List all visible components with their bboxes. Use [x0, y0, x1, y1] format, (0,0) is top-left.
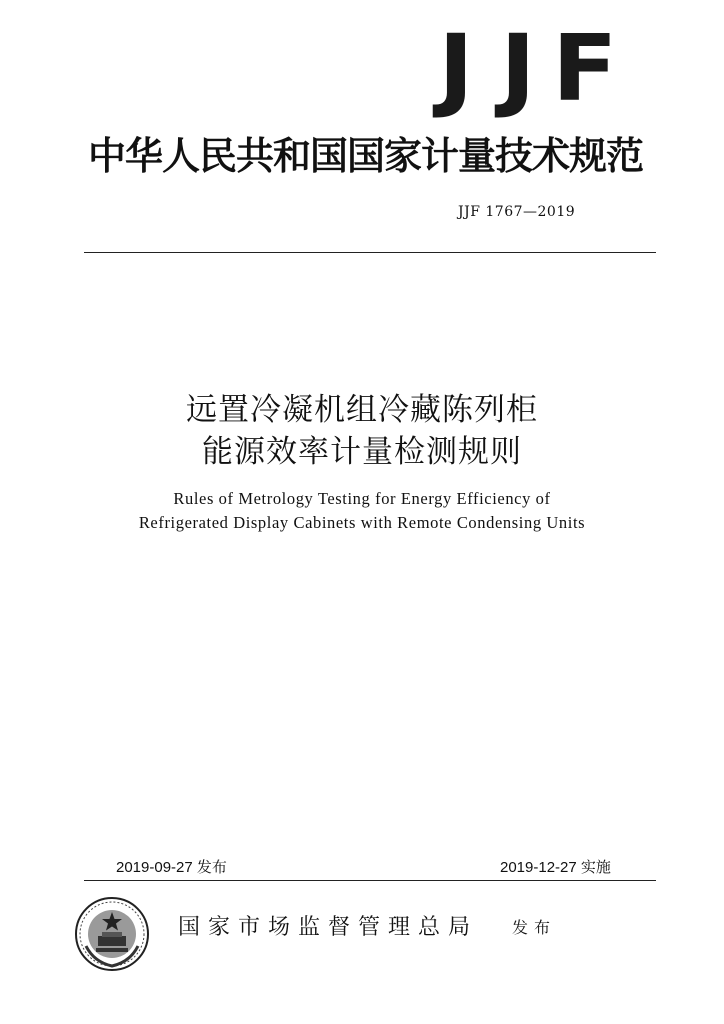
logo-letter-f: F — [552, 14, 618, 122]
logo-letter-j2: J — [500, 14, 536, 122]
national-emblem-icon — [74, 896, 150, 972]
document-code: JJF 1767—2019 — [458, 204, 576, 220]
publisher-name: 国家市场监督管理总局 — [178, 915, 479, 940]
implementation-date: 2019-12-27 实施 — [500, 859, 611, 876]
jjf-logo — [428, 14, 618, 122]
logo-letter-j1: J — [438, 14, 474, 122]
publisher-action: 发布 — [512, 918, 557, 937]
issue-date: 2019-09-27 发布 — [116, 859, 227, 876]
bottom-divider — [84, 880, 656, 881]
title-zh-line2: 能源效率计量检测规则 — [202, 434, 522, 470]
country-standard-title: 中华人民共和国国家计量技术规范 — [88, 133, 644, 178]
top-divider — [84, 252, 656, 253]
title-zh-line1: 远置冷凝机组冷藏陈列柜 — [186, 392, 538, 428]
title-en-line1: Rules of Metrology Testing for Energy Efficiency of — [173, 489, 551, 508]
title-en-line2: Refrigerated Display Cabinets with Remote Condensing Units — [138, 513, 586, 532]
